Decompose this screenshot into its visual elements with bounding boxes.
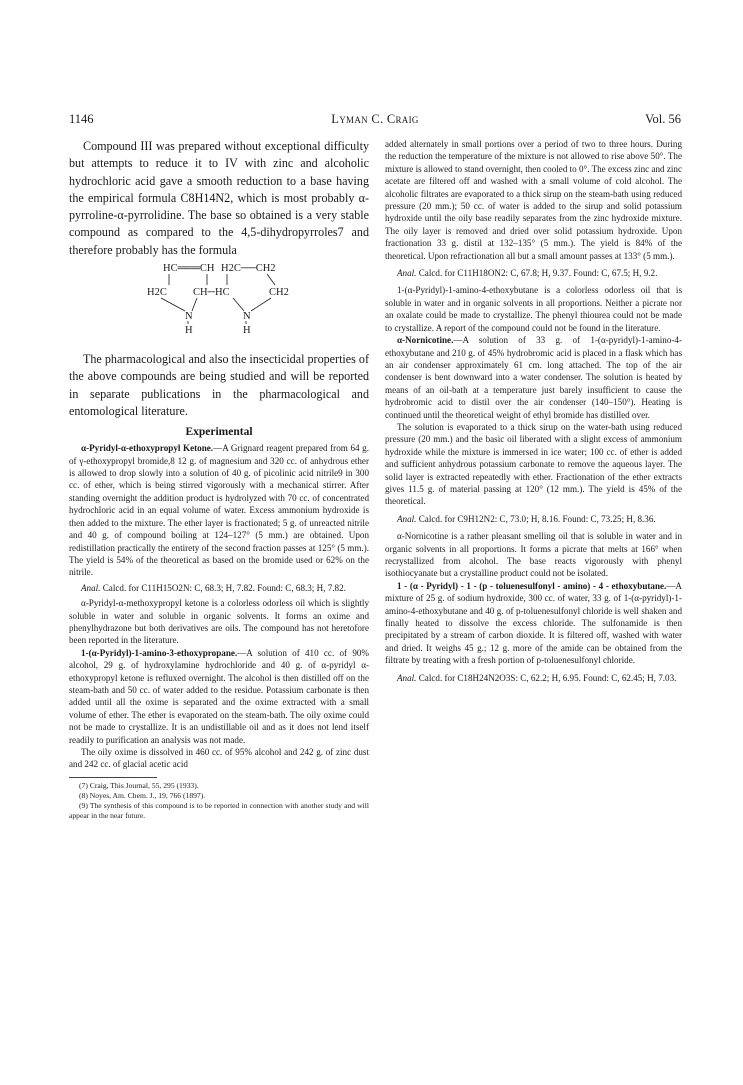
formula-n-right: N <box>243 311 251 323</box>
volume-label: Vol. 56 <box>645 112 681 126</box>
bond-4 <box>267 274 275 285</box>
reduction-paragraph: added alternately in small portions over a period of two to three hours. During the reduction the temperature of the mixture is not allowed to rise above 50°. The mixture is allowed to stand overnight, then cooled to 0°. The excess zinc and zinc acetate are filtered off and washed with a small volume of cold alcohol. The alcoholic filtrates are evaporated to a thick sirup on the steam-bath using reduced pressure (20 mm.); 50 cc. of water is added to the sirup and solid potassium hydroxide until the oily base readily separates from the zinc hydroxide mixture. The oily layer is removed and dried over solid potassium hydroxide. Upon fractionation 33 g. distil at 132–135° (5 mm.). The yield is 84% of the theoretical. Upon refractionation all but a small amount passes at 133° (5 mm.). <box>385 139 682 261</box>
analysis-3 <box>385 513 682 525</box>
formula-ch2-right: CH2 <box>269 287 289 299</box>
ketone-title: α-Pyridyl-α-ethoxypropyl Ketone. <box>81 443 214 454</box>
sulfonyl-body: —A mixture of 25 g. of sodium hydroxide, 300 cc. of water, 33 g. of 1-(α-pyridyl)-1-amino-4-ethoxybutane and 40 g. of p-toluenesulfonyl chloride is well shaken and finally heated to dissolve the excess chloride. The sulfonamide is then precipitated by a stream of carbon dioxide. It is filtered off, washed with water and dried. It weighs 45 g.; 12 g. more of the amide can be obtained from the filtrate by treating with a fresh portion of p-toluenesulfonyl chloride. <box>385 580 682 666</box>
bond-8 <box>251 298 271 311</box>
running-header <box>69 112 681 128</box>
analysis-2-label: Anal. <box>397 268 417 279</box>
analysis-4-body: Calcd. for C18H24N2O3S: C, 62.2; H, 6.95. Found: C, 62.45; H, 7.03. <box>418 672 677 683</box>
footnote-7: (7) Craig, This Journal, 55, 295 (1933). <box>79 780 199 790</box>
sulfonyl-title: 1 - (α - Pyridyl) - 1 - (p - toluenesulfonyl - amino) - 4 - ethoxybutane. <box>397 580 667 591</box>
footnote-rule <box>69 777 157 778</box>
sulfonyl-paragraph <box>385 580 682 667</box>
analysis-1 <box>69 582 369 594</box>
analysis-1-label: Anal. <box>81 582 101 593</box>
formula-ch-hc: CH─HC <box>193 287 230 299</box>
amino-propane-body: —A solution of 410 cc. of 90% alcohol, 29 g. of hydroxylamine hydrochloride and 40 g. of α-pyridyl α-ethoxypropyl ketone is refluxed overnight. The alcohol is then distilled off on the steam-bath and 50 cc. of water added to the residue. Potassium carbonate is then added until all the oxime is separated and the oxime extracted with a small volume of ether. The ether is evaporated on the steam-bath. The oily oxime could not be made to crystallize. It is an undistillable oil and as it does not lend itself readily to purification an analysis was not made. <box>69 647 369 745</box>
amino-propane-paragraph <box>69 647 369 746</box>
formula-n-left: N <box>185 311 193 323</box>
nornicotine-body: —A solution of 33 g. of 1-(α-pyridyl)-1-amino-4-ethoxybutane and 210 g. of 45% hydrobromic acid is placed in a flask which has an air condenser approximately 61 cm. long attached. The top of the air condenser is bent downward into a water condenser. The solution is heated by means of an oil-bath at a temperature just barely insufficient to cause the hydrobromic acid to distil over the air condenser (140–150°). Heating is continued until the theoretical weight of ethyl bromide has distilled over. <box>385 335 682 420</box>
formula-h-left: H <box>185 325 193 337</box>
butane-description-paragraph: 1-(α-Pyridyl)-1-amino-4-ethoxybutane is a colorless odorless oil that is soluble in water and in organic solvents in all proportions. Neither a picrate nor an oxalate could be made to crystallize. The phenyl thiourea could not be made to crystallize. A report of the compound could not be found in the literature. <box>385 285 682 333</box>
bond-6 <box>192 298 197 311</box>
footnote-8: (8) Noyes, Am. Chem. J., 19, 766 (1897). <box>79 790 206 800</box>
methoxy-paragraph: α-Pyridyl-α-methoxypropyl ketone is a colorless odorless oil which is slightly soluble in water and soluble in organic solvents. It forms an oxime and phenylhydrazone but both derivatives are oils. The compound has not heretofore been reported in the literature. <box>69 598 369 646</box>
nornicotine-properties-paragraph: α-Nornicotine is a rather pleasant smelling oil that is soluble in water and in organic solvents in all proportions. It forms a picrate that melts at 166° when recrystallized from alcohol. The base reacts vigorously with phenyl isothiocyanate but a crystalline product could not be isolated. <box>385 531 682 579</box>
right-column <box>385 138 682 684</box>
bond-5 <box>161 298 185 311</box>
ketone-body: —A Grignard reagent prepared from 64 g. of γ-ethoxypropyl bromide,8 12 g. of magnesium and 320 cc. of anhydrous ether is allowed to drop slowly into a solution of 40 g. of picolinic acid nitrile9 in 300 cc. of ether, which is being stirred vigorously with a mechanical stirrer. After standing overnight the addition product is hydrolyzed with 70 cc. of concentrated hydrochloric acid in an equal volume of water. Excess ammonium hydroxide is then added to the mixture. The ether layer is fractionated; 5 g. of unreacted nitrile and 40 g. of compound boiling at 124–127° (5 mm.) are obtained. Upon redistillation practically the entirety of the second fraction passes at 125° (5 mm.). The yield is 54% of the theoretical as based on the bromide used or 62% on the nitrile. <box>69 443 370 578</box>
oxime-paragraph: The oily oxime is dissolved in 460 cc. of 95% alcohol and 242 g. of zinc dust and 242 cc. of glacial acetic acid <box>69 747 369 770</box>
page-number: 1146 <box>69 112 94 126</box>
running-author: Lyman C. Craig <box>331 112 419 126</box>
nornicotine-paragraph <box>385 334 682 421</box>
intro-paragraph: Compound III was prepared without exceptional difficulty but attempts to reduce it to IV with zinc and alcoholic hydrochloric acid gave a smooth reduction to a base having the empirical formula C8H14N2, which is most probably α-pyrroline-α-pyrrolidine. The base so obtained is a very stable compound as compared to the 4,5-dihydropyrroles7 and therefore probably has the formula <box>69 139 369 257</box>
ketone-paragraph <box>69 442 369 578</box>
analysis-2-body: Calcd. for C11H18ON2: C, 67.8; H, 9.37. Found: C, 67.5; H, 9.2. <box>418 268 658 279</box>
formula-hc-ch: HC═══CH <box>163 263 215 275</box>
bond-7 <box>233 298 244 311</box>
analysis-2 <box>385 267 682 279</box>
analysis-1-body: Calcd. for C11H15O2N: C, 68.3; H, 7.82. Found: C, 68.3; H, 7.82. <box>102 582 346 593</box>
formula-h2c-left: H2C <box>147 287 167 299</box>
analysis-3-body: Calcd. for C9H12N2: C, 73.0; H, 8.16. Found: C, 73.25; H, 8.36. <box>418 513 656 524</box>
structural-formula <box>69 261 369 345</box>
pharmacology-paragraph: The pharmacological and also the insecticidal properties of the above compounds are being studied and will be reported in separate publications in the pharmacological and entomological literature. <box>69 352 369 418</box>
left-column <box>69 138 369 821</box>
formula-h2c-ch2: H2C──CH2 <box>221 263 276 275</box>
formula-h-right: H <box>243 325 251 337</box>
footnote-9: (9) The synthesis of this compound is to be reported in connection with another study and will appear in the near future. <box>69 800 369 820</box>
nornicotine-title: α-Nornicotine. <box>397 335 454 346</box>
experimental-heading: Experimental <box>185 426 253 439</box>
analysis-4 <box>385 672 682 684</box>
evaporation-paragraph: The solution is evaporated to a thick sirup on the water-bath using reduced pressure (20 mm.) and the basic oil liberated with a slight excess of ammonium hydroxide while the mixture is immersed in ice water; 100 cc. of ether is added and sufficient anhydrous potassium carbonate to remove the aqueous layer. The solid layer is extracted repeatedly with ether. Fractionation of the ether extracts gives 11.5 g. of material passing at 120° (12 mm.). The yield is 45% of the theoretical. <box>385 421 682 507</box>
formula-drawing <box>147 261 337 345</box>
amino-propane-title: 1-(α-Pyridyl)-1-amino-3-ethoxypropane. <box>81 647 238 658</box>
analysis-3-label: Anal. <box>397 513 417 524</box>
analysis-4-label: Anal. <box>397 672 417 683</box>
